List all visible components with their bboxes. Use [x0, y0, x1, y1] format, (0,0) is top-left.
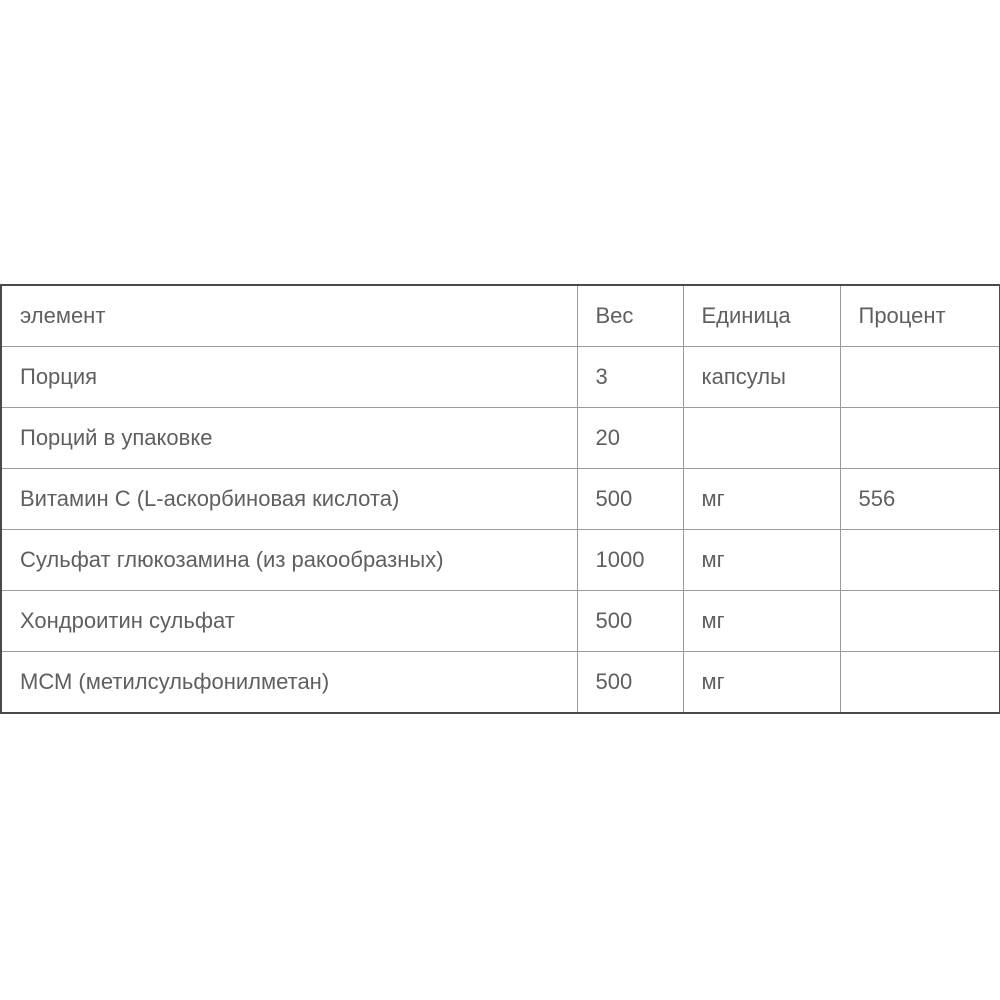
cell-element: Порция — [1, 347, 577, 408]
cell-unit: капсулы — [683, 347, 840, 408]
cell-weight: 500 — [577, 469, 683, 530]
cell-percent — [840, 530, 1000, 591]
table-row — [1, 469, 1000, 530]
header-percent: Процент — [840, 285, 1000, 347]
cell-weight: 500 — [577, 591, 683, 652]
composition-table — [0, 284, 1000, 714]
header-weight: Вес — [577, 285, 683, 347]
cell-element: Сульфат глюкозамина (из ракообразных) — [1, 530, 577, 591]
cell-element: МСМ (метилсульфонилметан) — [1, 652, 577, 714]
cell-unit: мг — [683, 591, 840, 652]
cell-percent — [840, 408, 1000, 469]
cell-weight: 1000 — [577, 530, 683, 591]
header-element: элемент — [1, 285, 577, 347]
table-header-row — [1, 285, 1000, 347]
table-row — [1, 530, 1000, 591]
cell-weight: 500 — [577, 652, 683, 714]
cell-element: Витамин С (L-аскорбиновая кислота) — [1, 469, 577, 530]
cell-percent — [840, 591, 1000, 652]
table-row — [1, 347, 1000, 408]
cell-unit — [683, 408, 840, 469]
cell-percent — [840, 652, 1000, 714]
cell-unit: мг — [683, 652, 840, 714]
cell-weight: 3 — [577, 347, 683, 408]
cell-unit: мг — [683, 530, 840, 591]
table-row — [1, 652, 1000, 714]
table-row — [1, 591, 1000, 652]
cell-element: Хондроитин сульфат — [1, 591, 577, 652]
table-row — [1, 408, 1000, 469]
cell-element: Порций в упаковке — [1, 408, 577, 469]
cell-percent: 556 — [840, 469, 1000, 530]
cell-percent — [840, 347, 1000, 408]
cell-unit: мг — [683, 469, 840, 530]
header-unit: Единица — [683, 285, 840, 347]
cell-weight: 20 — [577, 408, 683, 469]
nutrition-table-container — [0, 284, 999, 714]
